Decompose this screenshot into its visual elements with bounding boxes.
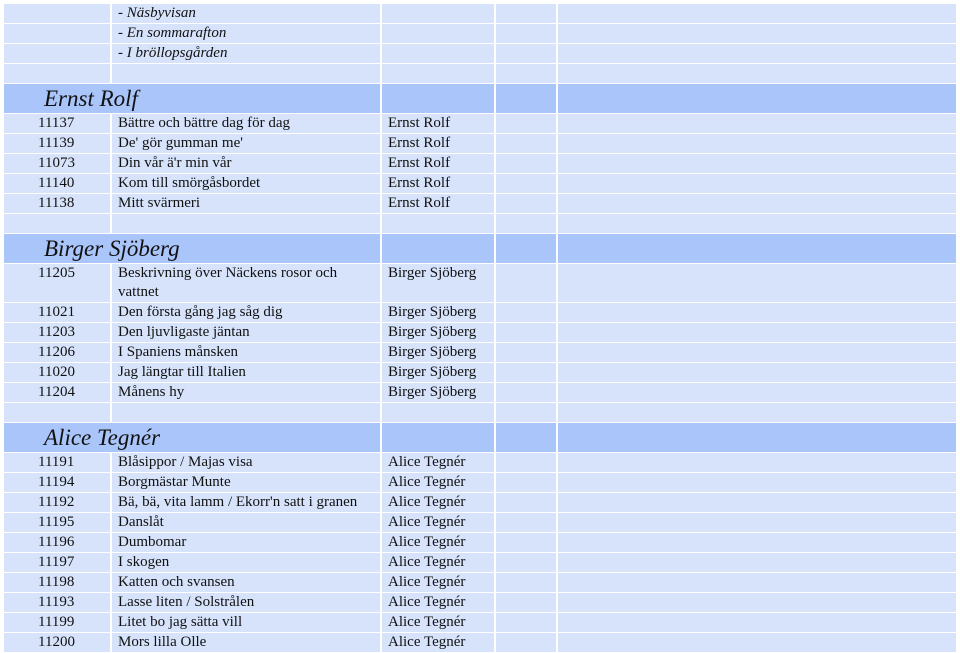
song-id: 11205 [4,264,110,302]
song-id: 11193 [4,593,110,612]
song-artist: Alice Tegnér [382,513,494,532]
table-row [4,114,956,133]
song-title: Jag längtar till Italien [112,363,380,382]
song-title: Din vår ä'r min vår [112,154,380,173]
song-id: 11198 [4,573,110,592]
table-row [4,553,956,572]
song-title: Katten och svansen [112,573,380,592]
song-title: De' gör gumman me' [112,134,380,153]
song-artist: Ernst Rolf [382,134,494,153]
song-id: 11204 [4,383,110,402]
song-artist: Ernst Rolf [382,194,494,213]
intro-line [4,24,956,43]
table-row [4,533,956,552]
song-id: 11200 [4,633,110,652]
song-title: Bättre och bättre dag för dag [112,114,380,133]
table-row [4,323,956,342]
table-row [4,633,956,652]
song-title: Dumbomar [112,533,380,552]
song-title: Mitt svärmeri [112,194,380,213]
song-id: 11138 [4,194,110,213]
song-artist: Alice Tegnér [382,593,494,612]
table-row [4,513,956,532]
section-header [4,84,956,113]
table-row [4,303,956,322]
table-row [4,194,956,213]
intro-text: - I bröllopsgården [112,44,380,63]
blank-row [4,64,956,83]
table-row [4,453,956,472]
song-artist: Birger Sjöberg [382,303,494,322]
song-title: I skogen [112,553,380,572]
section-header [4,423,956,452]
table-row [4,383,956,402]
song-id: 11192 [4,493,110,512]
song-title: Kom till smörgåsbordet [112,174,380,193]
song-id: 11140 [4,174,110,193]
table-row [4,154,956,173]
table-row [4,174,956,193]
song-artist: Birger Sjöberg [382,343,494,362]
song-id: 11137 [4,114,110,133]
intro-text: - Näsbyvisan [112,4,380,23]
song-artist: Ernst Rolf [382,154,494,173]
song-artist: Alice Tegnér [382,553,494,572]
section-header [4,234,956,263]
song-id: 11073 [4,154,110,173]
song-id: 11191 [4,453,110,472]
section-title: Birger Sjöberg [4,234,380,263]
song-id: 11020 [4,363,110,382]
song-artist: Ernst Rolf [382,174,494,193]
table-row [4,473,956,492]
section-title: Alice Tegnér [4,423,380,452]
table-row [4,363,956,382]
song-id: 11197 [4,553,110,572]
blank-row [4,214,956,233]
table-row [4,493,956,512]
intro-text: - En sommarafton [112,24,380,43]
song-id: 11195 [4,513,110,532]
song-artist: Alice Tegnér [382,613,494,632]
song-id: 11206 [4,343,110,362]
song-artist: Alice Tegnér [382,533,494,552]
intro-line [4,4,956,23]
table-row [4,593,956,612]
song-id: 11194 [4,473,110,492]
song-title: Den ljuvligaste jäntan [112,323,380,342]
spreadsheet [4,4,956,653]
song-artist: Alice Tegnér [382,453,494,472]
song-artist: Birger Sjöberg [382,383,494,402]
song-artist: Alice Tegnér [382,473,494,492]
song-id: 11203 [4,323,110,342]
blank-row [4,403,956,422]
song-artist: Birger Sjöberg [382,323,494,342]
song-artist: Birger Sjöberg [382,363,494,382]
song-title: Den första gång jag såg dig [112,303,380,322]
intro-line [4,44,956,63]
song-title: Mors lilla Olle [112,633,380,652]
song-id: 11199 [4,613,110,632]
song-title: I Spaniens månsken [112,343,380,362]
table-row [4,264,956,302]
section-title: Ernst Rolf [4,84,380,113]
song-title: Borgmästar Munte [112,473,380,492]
table-row [4,613,956,632]
song-artist: Ernst Rolf [382,114,494,133]
song-title: Blåsippor / Majas visa [112,453,380,472]
song-title: Lasse liten / Solstrålen [112,593,380,612]
song-title: Bä, bä, vita lamm / Ekorr'n satt i granen [112,493,380,512]
song-title: Beskrivning över Näckens rosor och vattnet [112,264,380,302]
song-id: 11196 [4,533,110,552]
table-row [4,573,956,592]
song-artist: Alice Tegnér [382,573,494,592]
song-artist: Alice Tegnér [382,633,494,652]
song-title: Danslåt [112,513,380,532]
song-artist: Birger Sjöberg [382,264,494,302]
table-row [4,343,956,362]
song-id: 11139 [4,134,110,153]
song-artist: Alice Tegnér [382,493,494,512]
table-row [4,134,956,153]
song-title: Månens hy [112,383,380,402]
song-title: Litet bo jag sätta vill [112,613,380,632]
song-id: 11021 [4,303,110,322]
